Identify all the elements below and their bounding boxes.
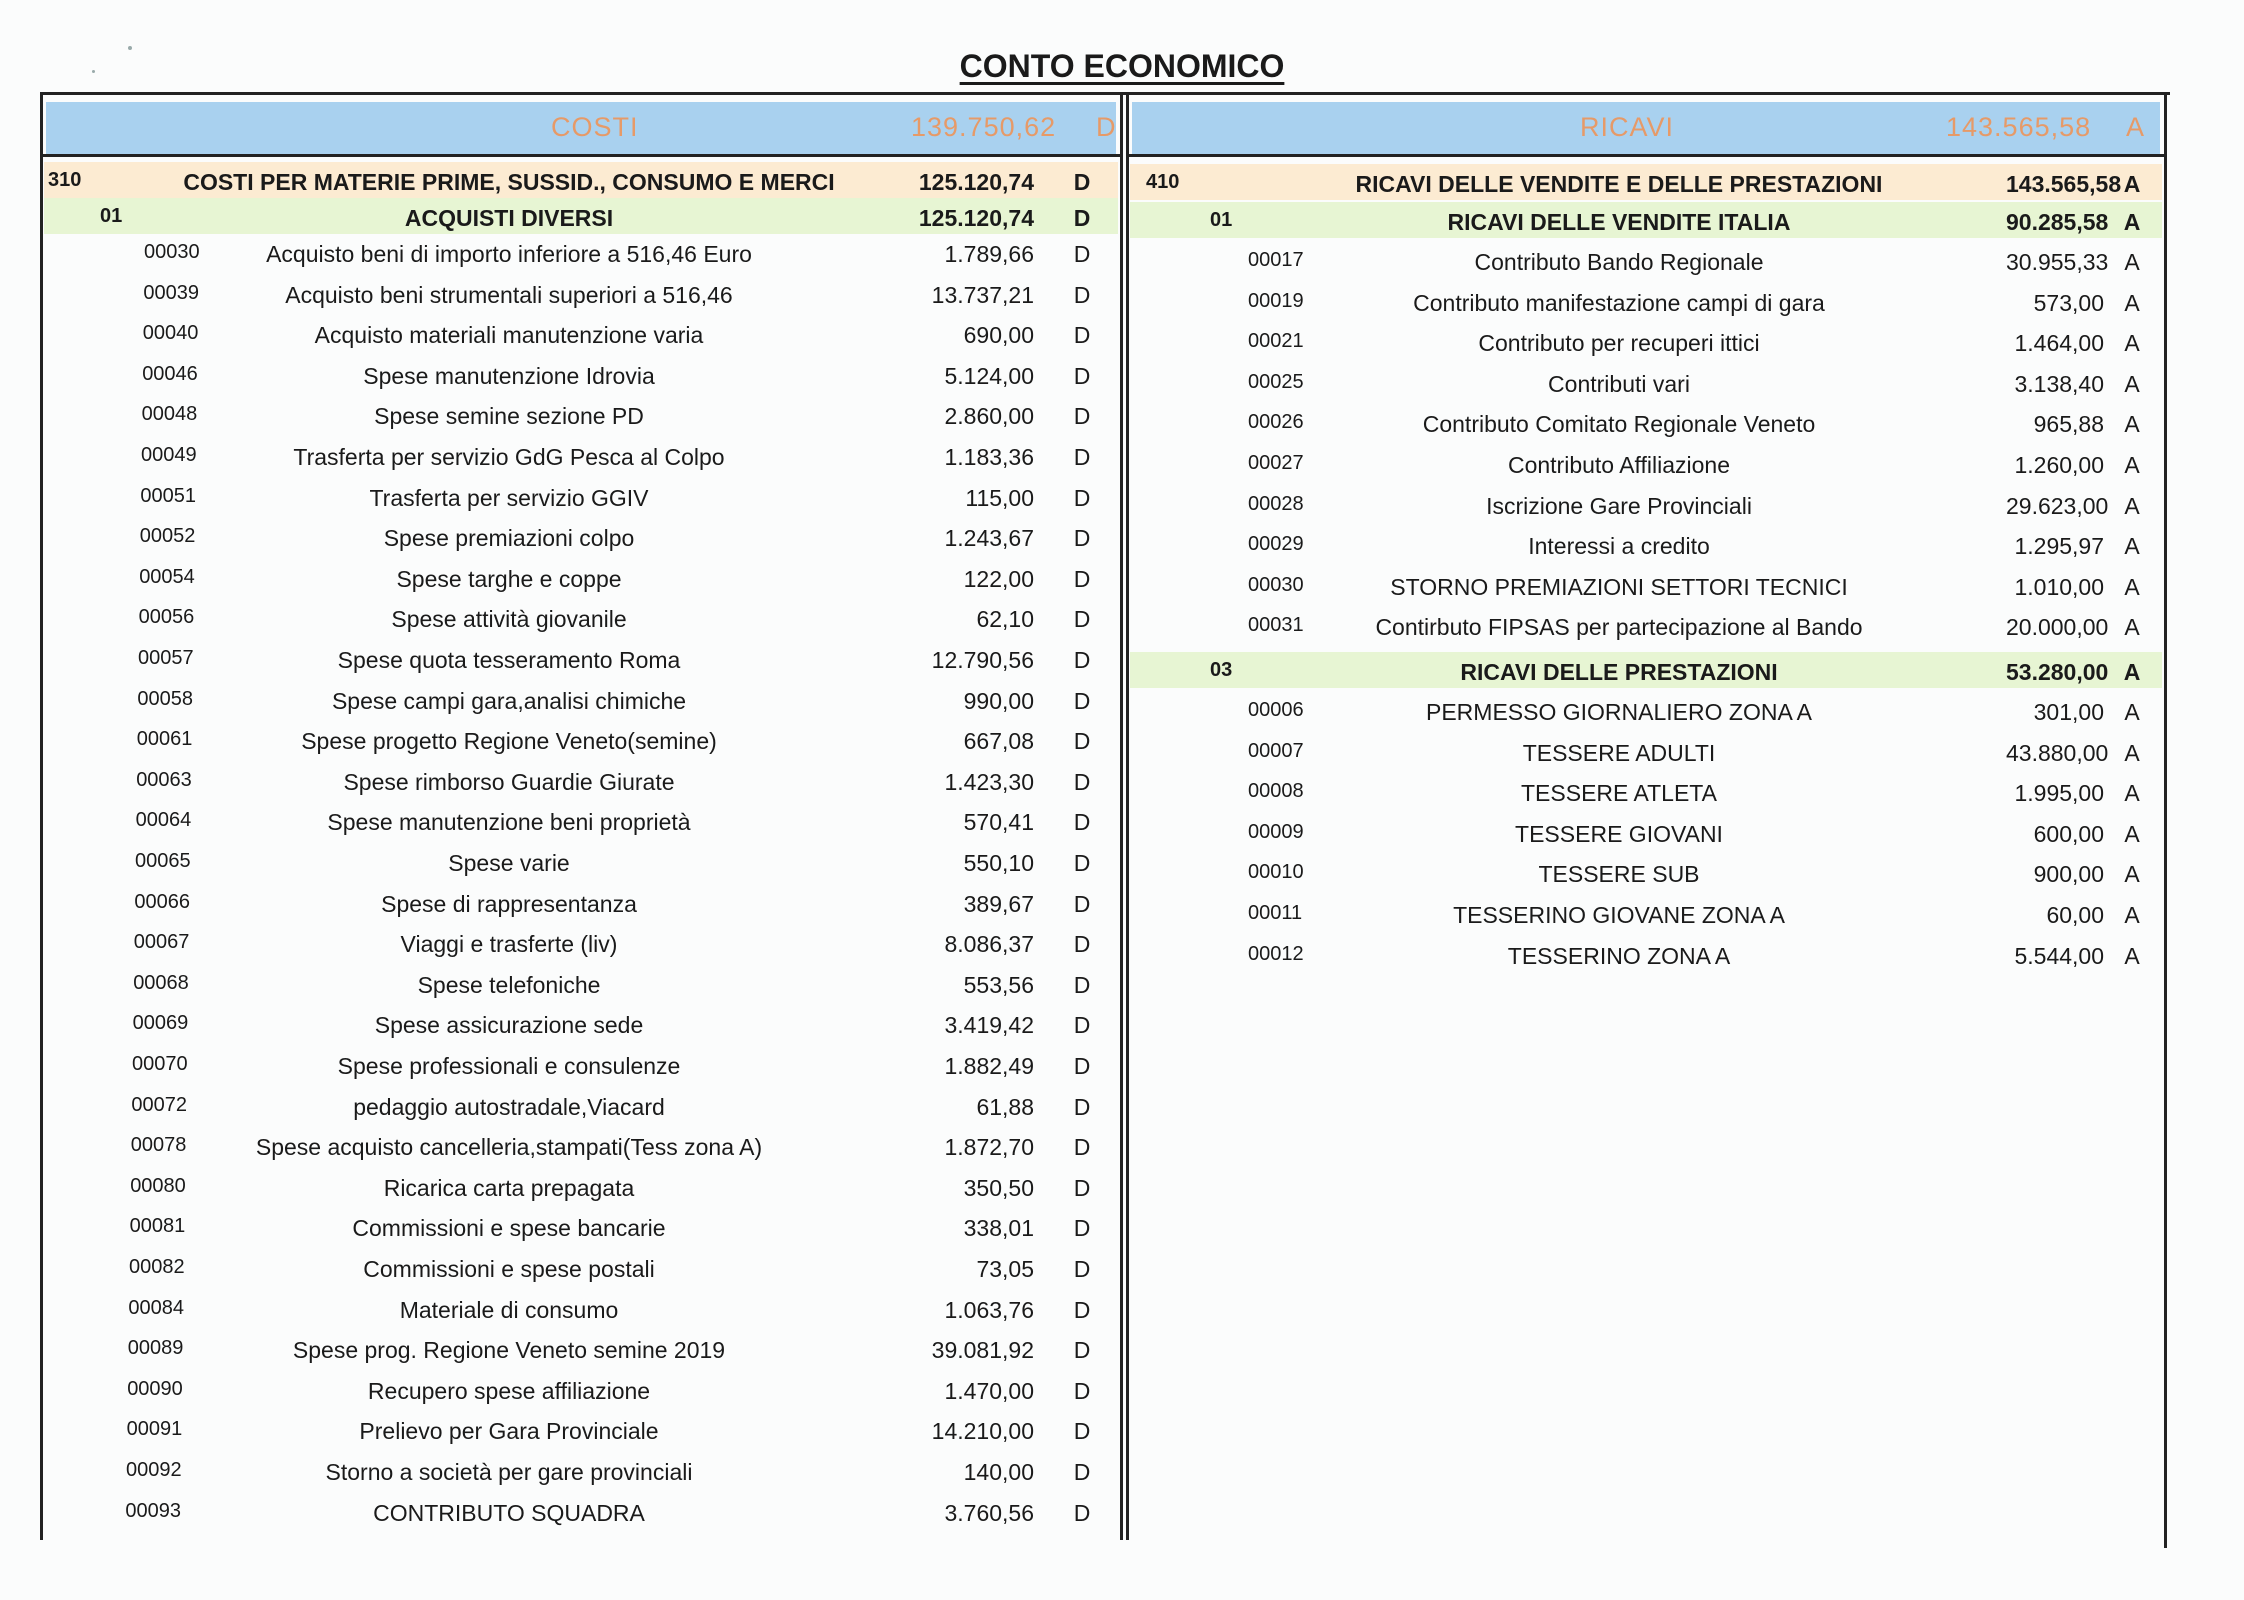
cell-desc: Ricarica carta prepagata xyxy=(383,1174,635,1201)
cell-code: 00049 xyxy=(141,444,197,466)
scan-speck xyxy=(128,46,132,50)
cell-sign: D xyxy=(1073,322,1091,349)
cell-desc: TESSERE SUB xyxy=(1538,861,1700,888)
cell-sign: D xyxy=(1073,1337,1091,1364)
cell-code: 00017 xyxy=(1248,249,1304,271)
cell-sign: A xyxy=(2124,370,2140,397)
cell-desc: STORNO PREMIAZIONI SETTORI TECNICI xyxy=(1390,573,1848,600)
cell-code: 00063 xyxy=(136,768,192,791)
table-row xyxy=(44,518,1118,554)
cell-code: 00052 xyxy=(139,525,196,548)
cell-code: 00084 xyxy=(128,1296,185,1319)
cell-amt: 3.760,56 xyxy=(944,1499,1034,1526)
cell-amt: 2.860,00 xyxy=(944,403,1034,430)
cell-code: 00008 xyxy=(1248,780,1304,803)
cell-desc: RICAVI DELLE VENDITE E DELLE PRESTAZIONI xyxy=(1355,171,1883,197)
table-row xyxy=(44,1208,1118,1244)
table-row xyxy=(1130,486,2162,522)
cell-desc: Contributo Affiliazione xyxy=(1507,452,1731,478)
cell-desc: Iscrizione Gare Provinciali xyxy=(1486,492,1752,519)
table-row xyxy=(44,1087,1118,1123)
table-row xyxy=(44,884,1118,920)
table-row xyxy=(44,1046,1118,1082)
cell-code: 00081 xyxy=(129,1215,186,1238)
cell-sign: A xyxy=(2124,452,2140,478)
cell-amt: 53.280,00 xyxy=(2006,659,2109,685)
cell-sign: D xyxy=(1073,1296,1091,1323)
cell-amt: 1.882,49 xyxy=(944,1053,1034,1079)
cell-amt: 60,00 xyxy=(2046,902,2104,928)
cell-sign: D xyxy=(1073,768,1091,795)
cell-desc: Contributi vari xyxy=(1548,370,1690,397)
cell-amt: 350,50 xyxy=(963,1174,1034,1201)
cell-amt: 1.789,66 xyxy=(944,241,1034,267)
cell-sign: D xyxy=(1073,484,1091,511)
table-row xyxy=(1130,895,2162,931)
cell-amt: 1.470,00 xyxy=(944,1377,1034,1404)
cell-desc: Trasferta per servizio GdG Pesca al Colpo xyxy=(293,444,725,470)
cell-desc: TESSERE GIOVANI xyxy=(1515,820,1723,847)
table-row xyxy=(1130,936,2162,972)
cell-code: 00029 xyxy=(1248,533,1304,556)
cell-code: 01 xyxy=(100,205,123,227)
cell-code: 00092 xyxy=(126,1459,182,1481)
ricavi-header-label: RICAVI xyxy=(1580,112,1675,142)
cell-code: 00056 xyxy=(138,606,195,629)
cell-sign: D xyxy=(1073,565,1091,592)
table-row xyxy=(1130,733,2162,769)
account-group-row xyxy=(1130,164,2162,200)
cell-sign: D xyxy=(1073,890,1091,917)
cell-amt: 1.464,00 xyxy=(2014,330,2104,357)
cell-desc: Spese semine sezione PD xyxy=(374,403,644,430)
table-row xyxy=(44,1411,1118,1447)
cell-sign: D xyxy=(1073,169,1091,195)
table-row xyxy=(44,1127,1118,1163)
cell-desc: Spese professionali e consulenze xyxy=(337,1053,681,1079)
cell-desc: Spese rimborso Guardie Giurate xyxy=(343,768,675,795)
cell-sign: A xyxy=(2124,289,2140,316)
cell-desc: Storno a società per gare provinciali xyxy=(325,1459,693,1485)
table-row xyxy=(44,315,1118,351)
column-divider xyxy=(1120,92,1123,1540)
table-row xyxy=(1130,323,2162,359)
cell-amt: 61,88 xyxy=(976,1093,1034,1120)
table-row xyxy=(44,1371,1118,1407)
cell-desc: Contributo manifestazione campi di gara xyxy=(1413,289,1825,316)
cell-code: 00028 xyxy=(1248,492,1304,515)
cell-code: 00082 xyxy=(129,1256,185,1278)
table-row xyxy=(44,1249,1118,1285)
table-row xyxy=(44,1290,1118,1326)
table-row xyxy=(44,1005,1118,1041)
cell-desc: Spese attività giovanile xyxy=(391,606,627,633)
cell-sign: D xyxy=(1073,362,1091,389)
table-row xyxy=(44,478,1118,514)
cell-amt: 140,00 xyxy=(963,1459,1034,1485)
cell-code: 00091 xyxy=(126,1418,183,1441)
cell-amt: 115,00 xyxy=(965,484,1034,511)
cell-amt: 301,00 xyxy=(2033,699,2104,725)
cell-sign: A xyxy=(2123,659,2141,685)
table-row xyxy=(1130,607,2162,643)
cell-sign: D xyxy=(1073,1093,1091,1120)
cell-sign: D xyxy=(1073,1012,1091,1039)
cell-desc: Viaggi e trasferte (liv) xyxy=(400,931,618,958)
table-row xyxy=(44,234,1118,270)
cell-amt: 29.623,00 xyxy=(2006,492,2109,519)
cell-desc: Trasferta per servizio GGIV xyxy=(369,484,649,511)
cell-desc: CONTRIBUTO SQUADRA xyxy=(373,1499,645,1526)
cell-sign: D xyxy=(1073,647,1091,673)
cell-amt: 389,67 xyxy=(963,890,1034,917)
cell-code: 00070 xyxy=(132,1053,188,1075)
cell-amt: 1.010,00 xyxy=(2014,573,2104,600)
account-subgroup-row xyxy=(1130,202,2162,238)
table-row xyxy=(44,843,1118,879)
cell-sign: A xyxy=(2124,492,2140,519)
table-row xyxy=(1130,242,2162,278)
cell-desc: Spese progetto Regione Veneto(semine) xyxy=(301,728,717,755)
cell-amt: 73,05 xyxy=(976,1256,1034,1282)
cell-sign: A xyxy=(2124,699,2140,725)
cell-amt: 570,41 xyxy=(963,809,1034,836)
cell-sign: D xyxy=(1073,1174,1091,1201)
cell-code: 00010 xyxy=(1248,861,1304,884)
cell-sign: A xyxy=(2124,533,2140,560)
cell-code: 00072 xyxy=(131,1093,188,1116)
cell-sign: D xyxy=(1073,606,1091,633)
cell-amt: 1.063,76 xyxy=(944,1296,1034,1323)
cell-desc: ACQUISTI DIVERSI xyxy=(404,205,614,231)
cell-code: 00021 xyxy=(1248,330,1304,353)
table-left-border xyxy=(40,92,43,1540)
table-row xyxy=(1130,364,2162,400)
table-row xyxy=(44,802,1118,838)
cell-code: 00066 xyxy=(134,890,191,913)
cell-desc: Recupero spese affiliazione xyxy=(367,1377,651,1404)
cell-amt: 8.086,37 xyxy=(944,931,1034,958)
cell-desc: TESSERE ADULTI xyxy=(1522,739,1716,766)
cell-amt: 122,00 xyxy=(963,565,1034,592)
table-row xyxy=(44,762,1118,798)
cell-desc: Spese assicurazione sede xyxy=(374,1012,644,1039)
cell-desc: Prelievo per Gara Provinciale xyxy=(359,1418,659,1445)
table-row xyxy=(44,924,1118,960)
account-group-row xyxy=(44,162,1118,198)
cell-sign: A xyxy=(2124,411,2140,438)
table-row xyxy=(44,965,1118,1001)
cell-amt: 1.995,00 xyxy=(2014,780,2104,807)
cell-desc: Spese quota tesseramento Roma xyxy=(337,647,681,673)
cell-sign: D xyxy=(1073,403,1091,430)
table-row xyxy=(1130,814,2162,850)
cell-amt: 965,88 xyxy=(2033,411,2104,438)
cell-desc: Acquisto beni di importo inferiore a 516,46 Euro xyxy=(266,241,752,267)
cell-sign: D xyxy=(1073,1215,1091,1242)
table-row xyxy=(44,1330,1118,1366)
cell-code: 00064 xyxy=(135,809,192,832)
cell-amt: 1.243,67 xyxy=(944,525,1034,552)
cell-desc: Commissioni e spese bancarie xyxy=(352,1215,666,1242)
cell-sign: D xyxy=(1073,1256,1091,1282)
cell-desc: PERMESSO GIORNALIERO ZONA A xyxy=(1426,699,1812,725)
cell-amt: 3.138,40 xyxy=(2014,370,2104,397)
cell-desc: Spese manutenzione Idrovia xyxy=(363,362,655,389)
table-row xyxy=(1130,283,2162,319)
cell-amt: 43.880,00 xyxy=(2006,739,2109,766)
cell-code: 00040 xyxy=(142,322,199,345)
cell-desc: Spese varie xyxy=(448,850,570,876)
cell-desc: Spese prog. Regione Veneto semine 2019 xyxy=(292,1337,726,1364)
cell-sign: A xyxy=(2124,861,2140,888)
cell-code: 00019 xyxy=(1248,289,1304,312)
table-row xyxy=(44,1452,1118,1488)
cell-sign: A xyxy=(2124,249,2140,275)
cell-amt: 125.120,74 xyxy=(918,205,1034,231)
cell-code: 00009 xyxy=(1248,820,1304,843)
cell-code: 00058 xyxy=(137,687,194,710)
costi-header-total: 139.750,62 xyxy=(911,112,1057,142)
cell-desc: Materiale di consumo xyxy=(399,1296,619,1323)
cell-code: 00057 xyxy=(138,647,194,669)
cell-code: 00090 xyxy=(127,1377,183,1400)
table-row xyxy=(44,681,1118,717)
cell-code: 00048 xyxy=(141,403,198,426)
cell-desc: TESSERINO ZONA A xyxy=(1507,942,1731,969)
ricavi-header xyxy=(1132,102,2160,154)
cell-desc: Acquisto beni strumentali superiori a 516,46 xyxy=(285,281,733,308)
costi-header xyxy=(46,102,1116,154)
table-row xyxy=(44,275,1118,311)
account-subgroup-row xyxy=(1130,652,2162,688)
cell-desc: Spese telefoniche xyxy=(417,971,601,998)
cell-desc: Contributo Comitato Regionale Veneto xyxy=(1422,411,1816,438)
cell-code: 00030 xyxy=(1248,573,1304,596)
cell-code: 00080 xyxy=(130,1174,186,1197)
cell-desc: Contributo per recuperi ittici xyxy=(1478,330,1760,357)
table-right-border xyxy=(2164,92,2167,1548)
cell-sign: D xyxy=(1073,205,1091,231)
cell-desc: Contirbuto FIPSAS per partecipazione al Bando xyxy=(1375,614,1863,641)
cell-amt: 600,00 xyxy=(2033,820,2104,847)
cell-code: 410 xyxy=(1146,171,1180,193)
cell-code: 00011 xyxy=(1248,902,1303,924)
table-row xyxy=(1130,445,2162,481)
table-row xyxy=(1130,567,2162,603)
cell-amt: 550,10 xyxy=(963,850,1034,876)
cell-desc: Spese campi gara,analisi chimiche xyxy=(331,687,687,714)
ricavi-header-total: 143.565,58 xyxy=(1946,112,2092,142)
cell-code: 00006 xyxy=(1248,699,1304,721)
column-divider xyxy=(1126,92,1129,1540)
table-row xyxy=(1130,773,2162,809)
cell-amt: 62,10 xyxy=(976,606,1034,633)
cell-sign: A xyxy=(2124,330,2140,357)
cell-desc: Interessi a credito xyxy=(1528,533,1710,560)
cell-desc: COSTI PER MATERIE PRIME, SUSSID., CONSUMO E MERCI xyxy=(183,169,835,195)
table-row xyxy=(44,640,1118,676)
cell-code: 00093 xyxy=(125,1499,182,1522)
cell-sign: D xyxy=(1073,1418,1091,1445)
cell-sign: D xyxy=(1073,728,1091,755)
cell-amt: 39.081,92 xyxy=(931,1337,1034,1364)
cell-sign: A xyxy=(2124,942,2140,969)
cell-amt: 5.544,00 xyxy=(2014,942,2104,969)
cell-sign: A xyxy=(2124,739,2140,766)
cell-code: 00067 xyxy=(133,931,190,954)
cell-code: 01 xyxy=(1210,209,1233,231)
cell-sign: D xyxy=(1073,850,1091,876)
ricavi-header-sign: A xyxy=(2126,112,2146,142)
cell-code: 00069 xyxy=(132,1012,189,1035)
cell-amt: 1.260,00 xyxy=(2014,452,2104,478)
cell-sign: D xyxy=(1073,1377,1091,1404)
account-subgroup-row xyxy=(44,198,1118,234)
cell-sign: D xyxy=(1073,1053,1091,1079)
cell-amt: 1.872,70 xyxy=(944,1134,1034,1161)
cell-code: 00007 xyxy=(1248,739,1304,762)
scan-speck xyxy=(92,70,95,73)
cell-desc: Spese di rappresentanza xyxy=(381,890,637,917)
cell-code: 00065 xyxy=(135,850,191,872)
cell-desc: Spese targhe e coppe xyxy=(396,565,622,592)
cell-desc: RICAVI DELLE PRESTAZIONI xyxy=(1460,659,1778,685)
cell-sign: D xyxy=(1073,281,1091,308)
cell-sign: A xyxy=(2123,209,2141,235)
ricavi-table xyxy=(1130,160,2162,1540)
cell-desc: Commissioni e spese postali xyxy=(363,1256,655,1282)
cell-sign: D xyxy=(1073,444,1091,470)
cell-sign: A xyxy=(2124,820,2140,847)
cell-amt: 667,08 xyxy=(963,728,1034,755)
cell-desc: TESSERE ATLETA xyxy=(1521,780,1717,807)
cell-desc: RICAVI DELLE VENDITE ITALIA xyxy=(1447,209,1791,235)
table-row xyxy=(44,396,1118,432)
cell-amt: 90.285,58 xyxy=(2006,209,2109,235)
table-row xyxy=(1130,854,2162,890)
cell-amt: 900,00 xyxy=(2033,861,2104,888)
cell-code: 00026 xyxy=(1248,411,1304,434)
table-row xyxy=(44,437,1118,473)
table-row xyxy=(44,721,1118,757)
cell-amt: 13.737,21 xyxy=(931,281,1034,308)
table-row xyxy=(44,559,1118,595)
cell-amt: 1.295,97 xyxy=(2014,533,2104,560)
table-row xyxy=(44,599,1118,635)
header-rule xyxy=(40,154,1123,157)
cell-sign: A xyxy=(2124,780,2140,807)
cell-sign: A xyxy=(2124,902,2140,928)
cell-sign: D xyxy=(1073,687,1091,714)
cell-code: 00039 xyxy=(143,281,200,304)
cell-amt: 573,00 xyxy=(2033,289,2104,316)
cell-amt: 5.124,00 xyxy=(944,362,1034,389)
cell-amt: 14.210,00 xyxy=(931,1418,1034,1445)
cell-code: 00046 xyxy=(142,362,198,385)
cell-sign: D xyxy=(1073,931,1091,958)
cell-code: 00031 xyxy=(1248,614,1304,637)
cell-desc: Spese manutenzione beni proprietà xyxy=(327,809,691,836)
cell-code: 03 xyxy=(1210,659,1233,681)
cell-amt: 1.423,30 xyxy=(944,768,1034,795)
cell-code: 00012 xyxy=(1248,942,1304,965)
cell-code: 00061 xyxy=(136,728,193,751)
table-row xyxy=(44,1493,1118,1529)
header-rule xyxy=(1126,154,2167,157)
cell-sign: A xyxy=(2123,171,2141,197)
cell-amt: 143.565,58 xyxy=(2006,171,2122,197)
costi-header-sign: D xyxy=(1096,112,1117,142)
cell-code: 00030 xyxy=(144,241,200,263)
cell-sign: D xyxy=(1073,1134,1091,1161)
cell-amt: 1.183,36 xyxy=(944,444,1034,470)
table-row xyxy=(1130,692,2162,728)
costi-header-label: COSTI xyxy=(551,112,639,142)
cell-code: 00078 xyxy=(130,1134,187,1157)
cell-desc: Contributo Bando Regionale xyxy=(1474,249,1764,275)
page-title: CONTO ECONOMICO xyxy=(959,48,1285,84)
cell-sign: D xyxy=(1073,525,1091,552)
cell-amt: 3.419,42 xyxy=(944,1012,1034,1039)
cell-sign: D xyxy=(1073,971,1091,998)
cell-amt: 553,56 xyxy=(963,971,1034,998)
table-row xyxy=(1130,526,2162,562)
cell-desc: pedaggio autostradale,Viacard xyxy=(353,1093,665,1120)
cell-sign: A xyxy=(2124,573,2140,600)
cell-amt: 30.955,33 xyxy=(2006,249,2109,275)
cell-sign: A xyxy=(2124,614,2140,641)
table-row xyxy=(1130,404,2162,440)
cell-code: 00051 xyxy=(140,484,197,507)
cell-amt: 690,00 xyxy=(963,322,1034,349)
costi-table xyxy=(44,160,1118,1540)
cell-amt: 338,01 xyxy=(963,1215,1034,1242)
cell-code: 310 xyxy=(48,169,82,191)
cell-desc: TESSERINO GIOVANE ZONA A xyxy=(1453,902,1785,928)
cell-amt: 990,00 xyxy=(963,687,1034,714)
cell-code: 00027 xyxy=(1248,452,1304,474)
cell-amt: 20.000,00 xyxy=(2006,614,2109,641)
cell-amt: 125.120,74 xyxy=(918,169,1034,195)
cell-code: 00054 xyxy=(139,565,195,588)
table-top-border xyxy=(40,92,2170,95)
cell-code: 00068 xyxy=(133,971,189,994)
cell-code: 00025 xyxy=(1248,370,1304,393)
cell-amt: 12.790,56 xyxy=(931,647,1034,673)
cell-sign: D xyxy=(1073,1499,1091,1526)
cell-code: 00089 xyxy=(127,1337,184,1360)
table-row xyxy=(44,1168,1118,1204)
table-row xyxy=(44,356,1118,392)
cell-sign: D xyxy=(1073,809,1091,836)
cell-desc: Acquisto materiali manutenzione varia xyxy=(314,322,704,349)
cell-sign: D xyxy=(1073,1459,1091,1485)
cell-sign: D xyxy=(1073,241,1091,267)
cell-desc: Spese premiazioni colpo xyxy=(383,525,635,552)
cell-desc: Spese acquisto cancelleria,stampati(Tess zona A) xyxy=(255,1134,763,1161)
